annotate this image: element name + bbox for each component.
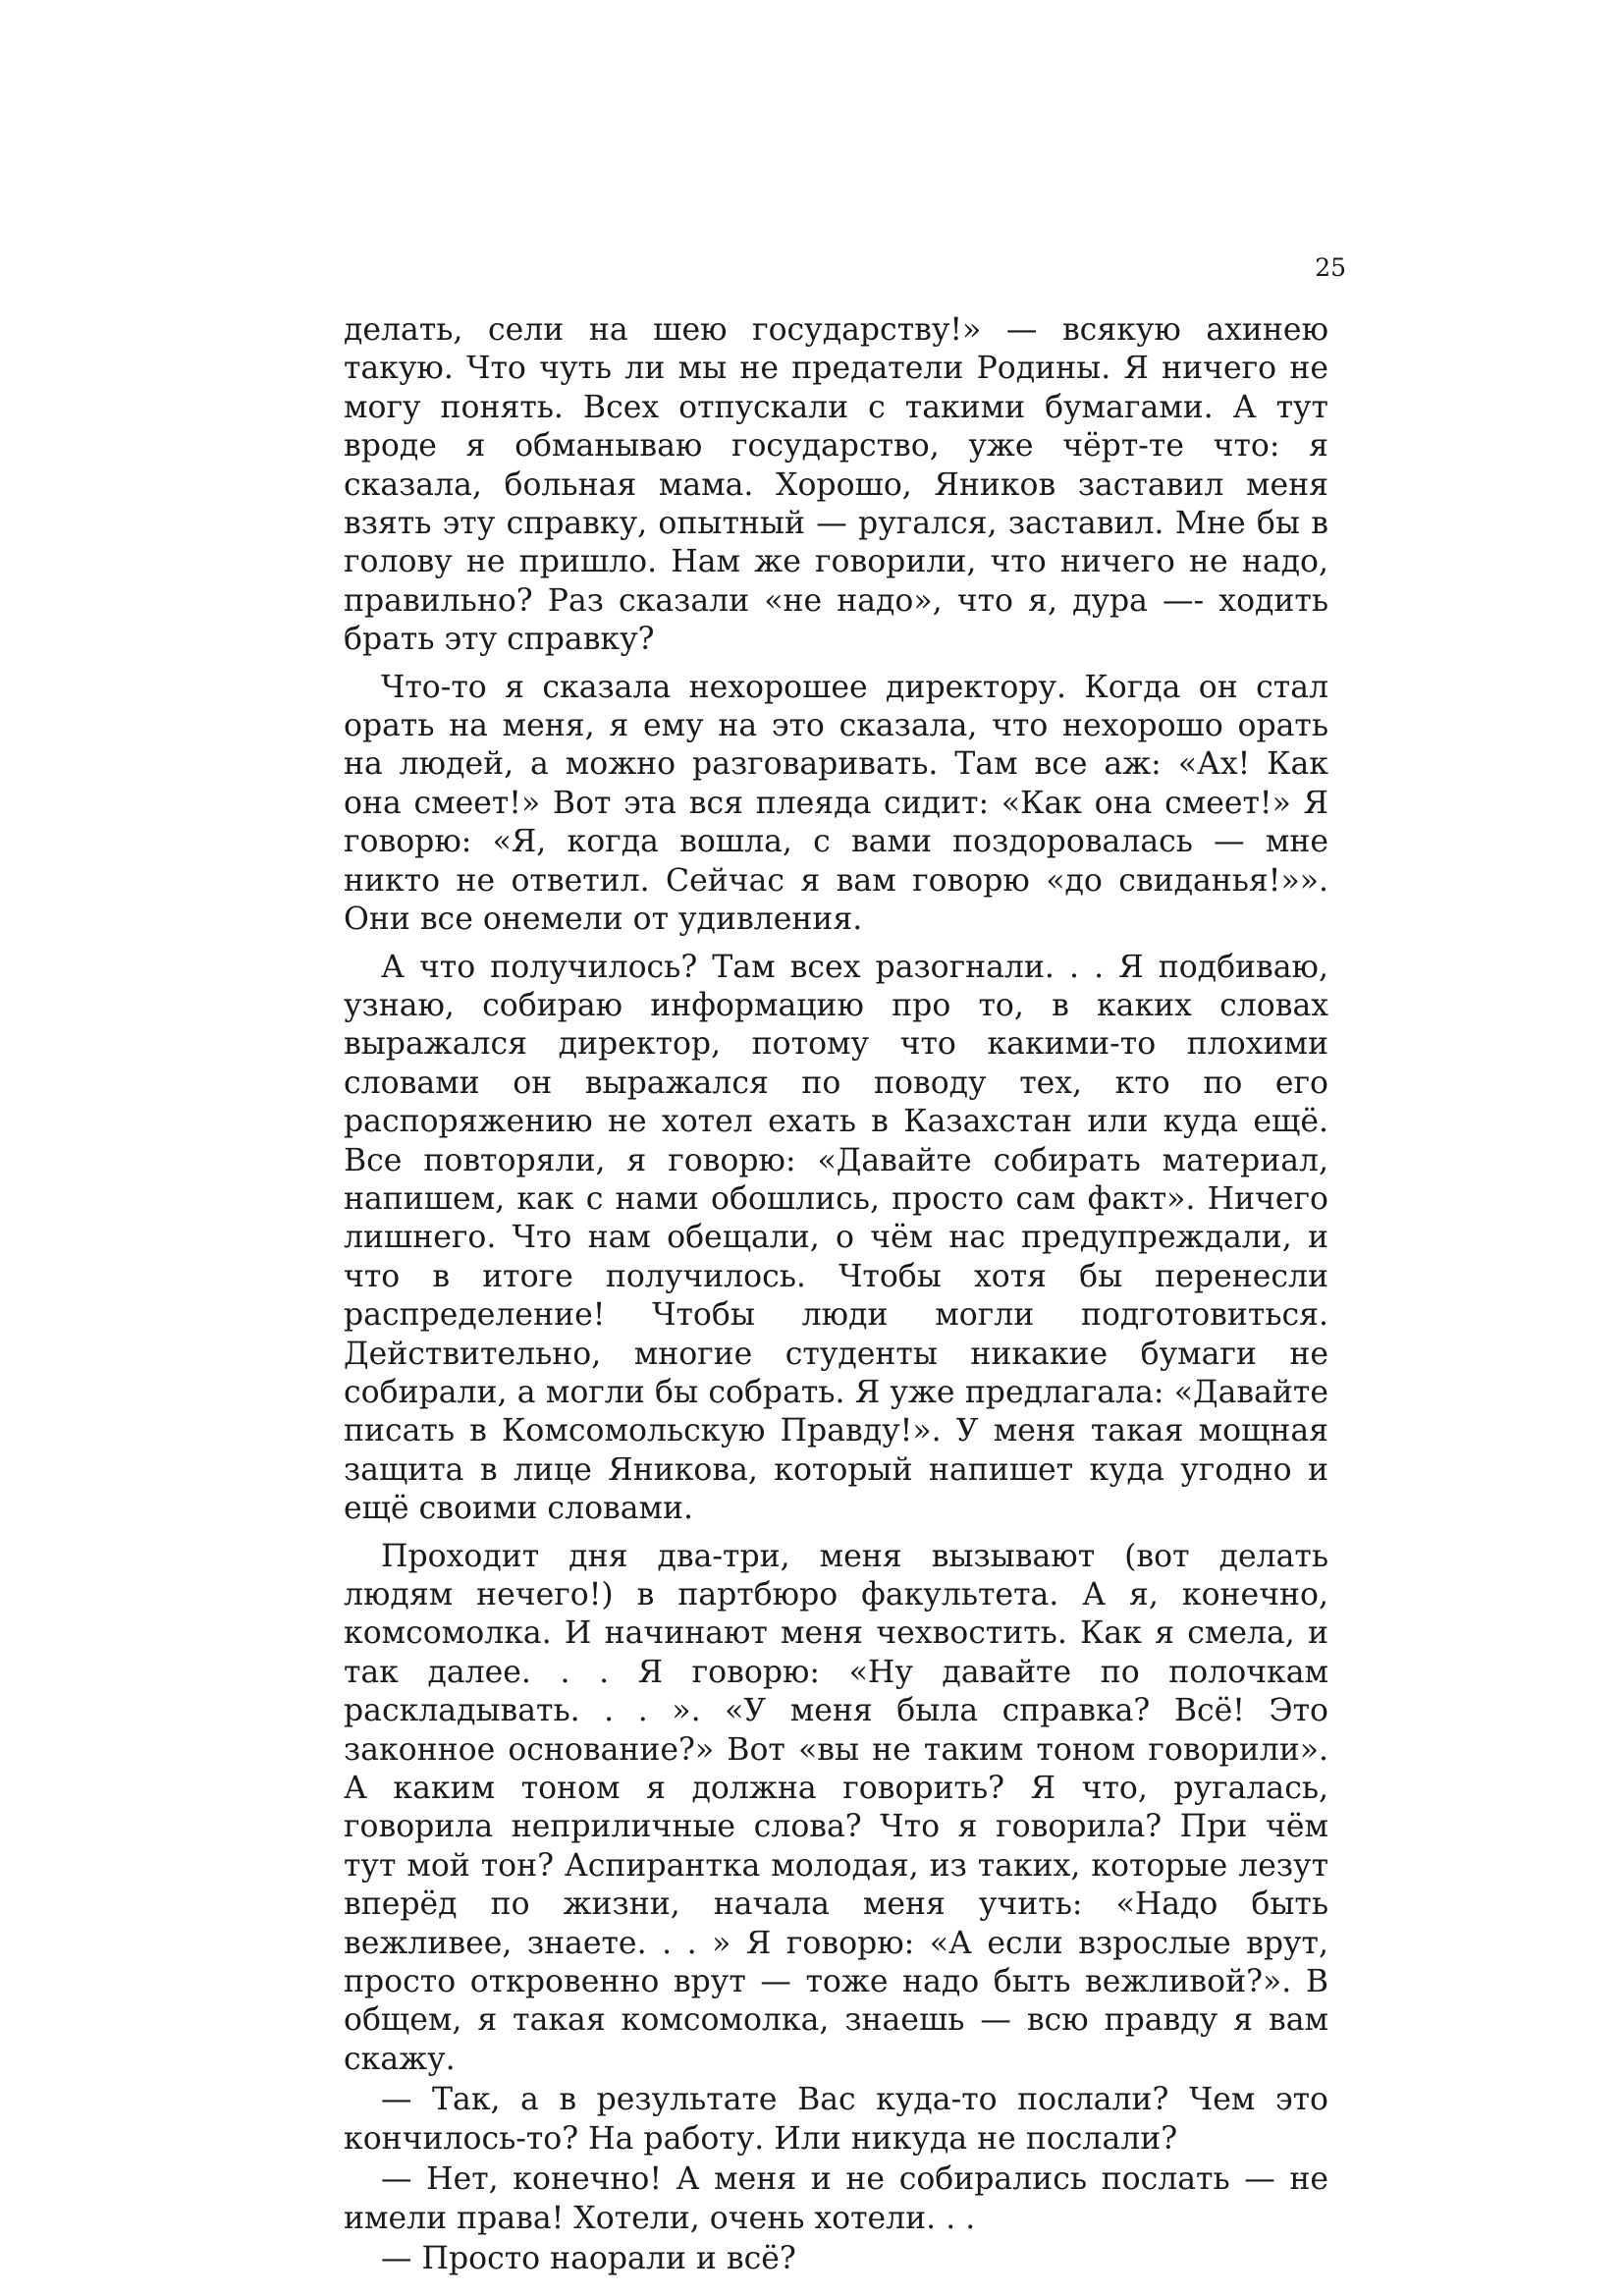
paragraph-2: Что-то я сказала нехорошее директору. Когда он стал орать на меня, я ему на это сказала, что нехорошо орать на людей, а можно разговаривать. Там все аж: «Ах! Как она смеет!» Вот эта вся плеяда сидит: «Как она смеет!» Я говорю: «Я, когда вошла, с вами поздоровалась — мне никто не ответил. Сейчас я вам говорю «до свиданья!»». Они все онемели от удивления. [344, 669, 1328, 938]
paragraph-4: Проходит дня два-три, меня вызывают (вот делать людям нечего!) в партбюро факультета. А я, конечно, комсомолка. И начинают меня чехвостить. Как я смела, и так далее. . . Я говорю: «Ну давайте по полочкам раскладывать. . . ». «У меня была справка? Всё! Это законное основание?» Вот «вы не таким тоном говорили». А каким тоном я должна говорить? Я что, ругалась, говорила неприличные слова? Что я говорила? При чём тут мой тон? Аспирантка молодая, из таких, которые лезут вперёд по жизни, начала меня учить: «Надо быть вежливее, знаете. . . » Я говорю: «А если взрослые врут, просто откровенно врут — тоже надо быть вежливой?». В общем, я такая комсомолка, знаешь — всю правду я вам скажу. [344, 1538, 1328, 2077]
dialog-line-1: — Так, а в результате Вас куда-то послали? Чем это кончилось-то? На работу. Или никуда не послали? [344, 2082, 1328, 2157]
page-number: 25 [1315, 253, 1346, 282]
paragraph-3: А что получилось? Там всех разогнали. . . Я подбиваю, узнаю, собираю информацию про то, в каких словах выражался директор, потому что какими-то плохими словами он выражался по поводу тех, кто по его распоряжению не хотел ехать в Казахстан или куда ещё. Все повторяли, я говорю: «Давайте собирать материал, напишем, как с нами обошлись, просто сам факт». Ничего лишнего. Что нам обещали, о чём нас предупреждали, и что в итоге получилось. Чтобы хотя бы перенесли распределение! Чтобы люди могли подготовиться. Действительно, многие студенты никакие бумаги не собирали, а могли бы собрать. Я уже предлагала: «Давайте писать в Комсомольскую Правду!». У меня такая мощная защита в лице Яникова, который напишет куда угодно и ещё своими словами. [344, 949, 1328, 1527]
dialog-line-2: — Нет, конечно! А меня и не собирались послать — не имели права! Хотели, очень хотели. . . [344, 2161, 1328, 2236]
body-text [344, 311, 1328, 2280]
dialog-line-3: — Просто наорали и всё? [381, 2240, 796, 2276]
paragraph-1: делать, сели на шею государству!» — всякую ахинею такую. Что чуть ли мы не предатели Родины. Я ничего не могу понять. Всех отпускали с такими бумагами. А тут вроде я обманываю государство, уже чёрт-те что: я сказала, больная мама. Хорошо, Яников заставил меня взять эту справку, опытный — ругался, заставил. Мне бы в голову не пришло. Нам же говорили, что ничего не надо, правильно? Раз сказали «не надо», что я, дура —- ходить брать эту справку? [344, 312, 1328, 658]
